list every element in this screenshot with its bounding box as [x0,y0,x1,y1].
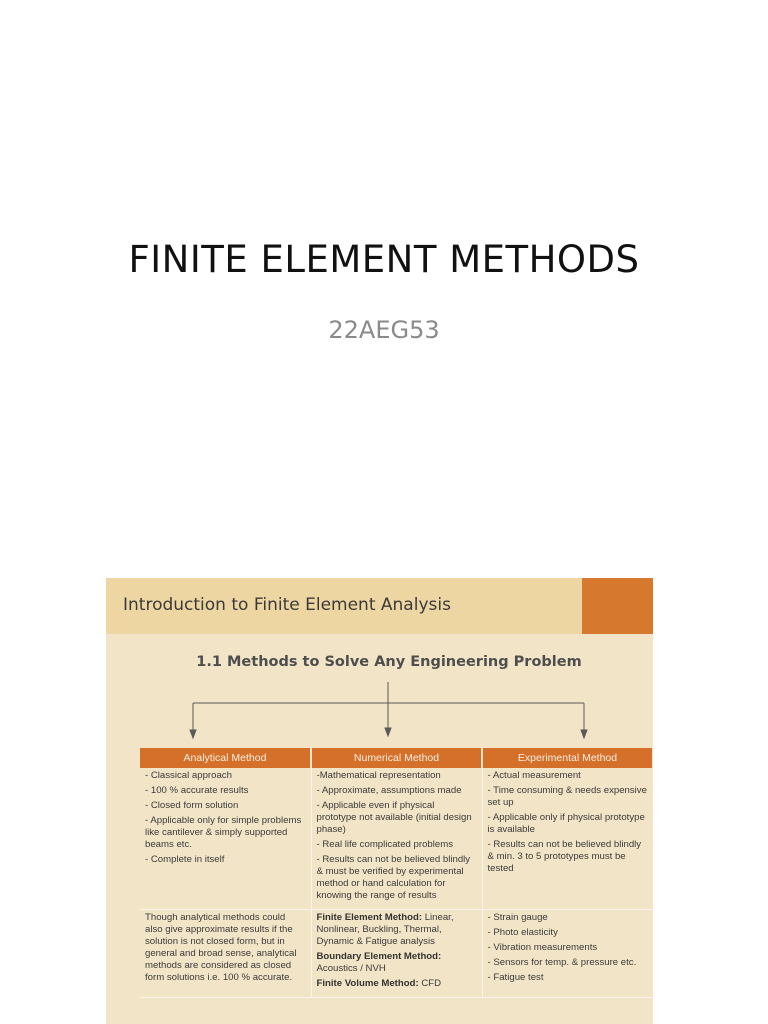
table-row [140,910,653,998]
column-header-analytical: Analytical Method [140,748,311,768]
cell-experimental-features [482,768,653,910]
methods-table [140,748,653,998]
list-item: - Sensors for temp. & pressure etc. [487,957,637,968]
list-item: - Results can not be believed blindly & min. 3 to 5 prototypes must be tested [487,839,642,874]
list-item: - Applicable even if physical prototype not available (initial design phase) [316,800,472,835]
list-item: - Time consuming & needs expensive set up [487,785,647,808]
cell-analytical-features [140,768,311,910]
list-item: - Complete in itself [145,854,225,865]
list-item: - 100 % accurate results [145,785,249,796]
list-item: - Closed form solution [145,800,239,811]
method-text: CFD [418,978,442,989]
table-header-row [140,748,653,768]
list-item: - Fatigue test [487,972,544,983]
list-item [317,978,477,990]
list-item [317,951,477,975]
cell-numerical-methods [311,910,482,998]
slide-title: FINITE ELEMENT METHODS [128,238,640,281]
note-text: Though analytical methods could also give approximate results if the solution is not closed form, but in general and broad sense, analytical methods are considered as closed form solutions i.e. 100 % accurate. [145,912,297,983]
cell-analytical-note [140,910,311,998]
list-item: - Actual measurement [487,770,581,781]
section-heading: 1.1 Methods to Solve Any Engineering Problem [196,654,582,670]
list-item: - Applicable only if physical prototype is available [487,812,645,835]
method-label: Finite Element Method: [316,912,423,923]
list-item: - Real life complicated problems [316,839,454,850]
list-item: - Approximate, assumptions made [316,785,462,796]
cell-numerical-features [311,768,482,910]
column-header-numerical: Numerical Method [311,748,482,768]
cell-experimental-methods [482,910,653,998]
column-header-experimental: Experimental Method [482,748,653,768]
arrow-head-left [190,730,196,738]
textbook-page-image [106,578,653,1024]
method-text: Acoustics / NVH [316,963,386,974]
list-item: -Mathematical representation [316,770,441,781]
branch-arrows [106,578,653,758]
arrow-head-right [581,730,587,738]
slide-subtitle: 22AEG53 [328,316,440,344]
list-item: - Classical approach [145,770,232,781]
list-item [317,912,477,948]
list-item: - Results can not be believed blindly & must be verified by experimental method or hand calculation for knowing the range of results [316,854,471,901]
page-header-text: Introduction to Finite Element Analysis [123,595,451,615]
method-label: Boundary Element Method: [316,951,442,962]
list-item: - Applicable only for simple problems like cantilever & simply supported beams etc. [145,815,302,850]
arrow-head-center [385,728,391,736]
method-label: Finite Volume Method: [316,978,419,989]
list-item: - Strain gauge [487,912,548,923]
method-text: Linear, Nonlinear, Buckling, Thermal, Dynamic & Fatigue analysis [316,912,454,947]
list-item: - Vibration measurements [487,942,598,953]
table-row [140,768,653,910]
list-item: - Photo elasticity [487,927,558,938]
